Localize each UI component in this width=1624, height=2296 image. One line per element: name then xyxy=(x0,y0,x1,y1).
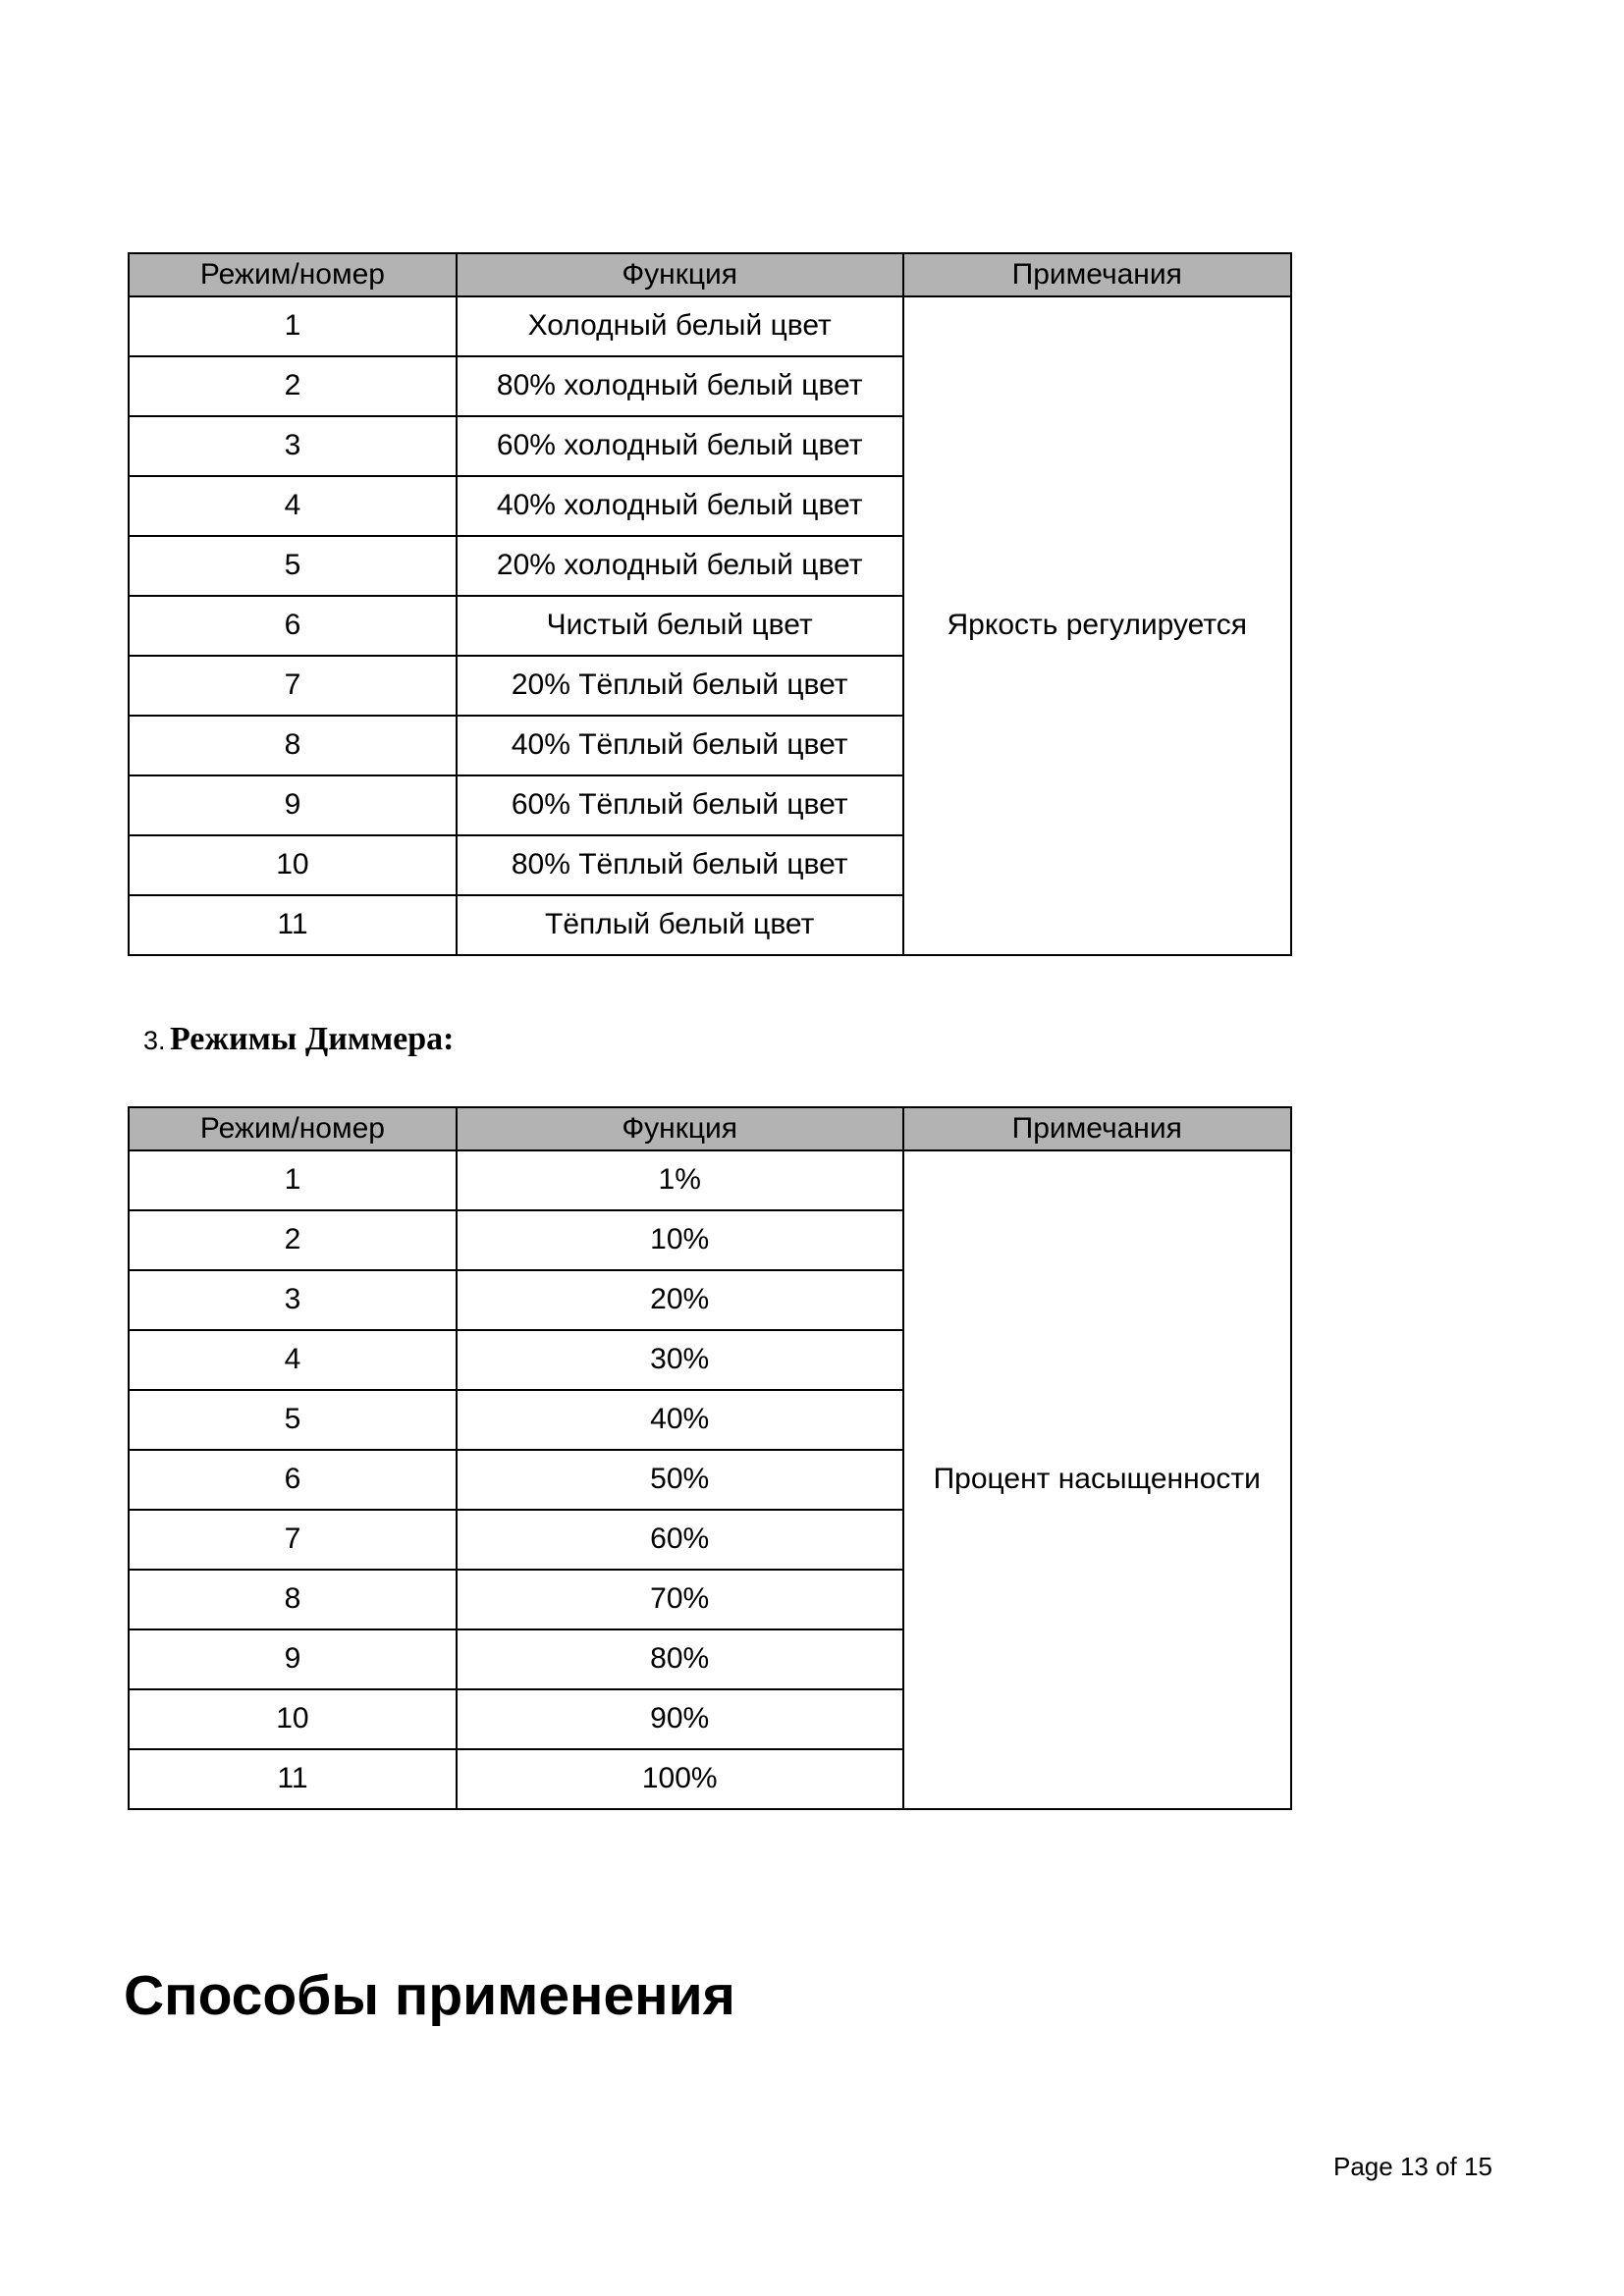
function-cell: 50% xyxy=(457,1450,903,1510)
mode-cell: 8 xyxy=(129,1570,457,1629)
function-cell: 80% xyxy=(457,1629,903,1689)
section-number: 3. xyxy=(143,1026,166,1055)
mode-cell: 4 xyxy=(129,476,457,536)
table-row xyxy=(129,296,1291,356)
page-number-label: Page 13 of 15 xyxy=(1333,2152,1492,2181)
section-heading xyxy=(143,1021,454,1058)
mode-cell: 4 xyxy=(129,1330,457,1390)
function-cell: 20% холодный белый цвет xyxy=(457,536,903,596)
mode-cell: 5 xyxy=(129,1390,457,1450)
function-cell: Тёплый белый цвет xyxy=(457,895,903,955)
notes-merged-cell: Яркость регулируется xyxy=(903,296,1291,955)
table-header-row xyxy=(129,1107,1291,1150)
function-cell: 20% Тёплый белый цвет xyxy=(457,656,903,716)
header-mode-number: Режим/номер xyxy=(129,1107,457,1150)
mode-cell: 3 xyxy=(129,416,457,476)
mode-cell: 1 xyxy=(129,296,457,356)
mode-cell: 8 xyxy=(129,716,457,775)
mode-cell: 11 xyxy=(129,1749,457,1809)
table-header-row xyxy=(129,253,1291,296)
header-function: Функция xyxy=(457,253,903,296)
mode-cell: 6 xyxy=(129,1450,457,1510)
header-function: Функция xyxy=(457,1107,903,1150)
function-cell: 30% xyxy=(457,1330,903,1390)
mode-cell: 9 xyxy=(129,1629,457,1689)
function-cell: 100% xyxy=(457,1749,903,1809)
mode-cell: 10 xyxy=(129,1689,457,1749)
function-cell: Холодный белый цвет xyxy=(457,296,903,356)
mode-cell: 5 xyxy=(129,536,457,596)
function-cell: 60% Тёплый белый цвет xyxy=(457,775,903,835)
function-cell: 40% холодный белый цвет xyxy=(457,476,903,536)
function-cell: 70% xyxy=(457,1570,903,1629)
header-notes: Примечания xyxy=(903,1107,1291,1150)
function-cell: 40% Тёплый белый цвет xyxy=(457,716,903,775)
function-cell: 90% xyxy=(457,1689,903,1749)
mode-cell: 2 xyxy=(129,1210,457,1270)
function-cell: 60% xyxy=(457,1510,903,1570)
mode-cell: 7 xyxy=(129,656,457,716)
mode-cell: 2 xyxy=(129,356,457,416)
function-cell: 20% xyxy=(457,1270,903,1330)
function-cell: 60% холодный белый цвет xyxy=(457,416,903,476)
function-cell: 80% Тёплый белый цвет xyxy=(457,835,903,895)
header-mode-number: Режим/номер xyxy=(129,253,457,296)
notes-merged-cell: Процент насыщенности xyxy=(903,1150,1291,1809)
function-cell: 40% xyxy=(457,1390,903,1450)
section-title: Режимы Диммера: xyxy=(169,1021,455,1057)
function-cell: 10% xyxy=(457,1210,903,1270)
mode-cell: 9 xyxy=(129,775,457,835)
header-notes: Примечания xyxy=(903,253,1291,296)
mode-cell: 1 xyxy=(129,1150,457,1210)
dimmer-modes-table xyxy=(128,1106,1292,1810)
white-modes-table xyxy=(128,252,1292,956)
function-cell: 1% xyxy=(457,1150,903,1210)
table-row xyxy=(129,1150,1291,1210)
function-cell: 80% холодный белый цвет xyxy=(457,356,903,416)
function-cell: Чистый белый цвет xyxy=(457,596,903,656)
mode-cell: 7 xyxy=(129,1510,457,1570)
mode-cell: 10 xyxy=(129,835,457,895)
page-title: Способы применения xyxy=(124,1964,735,2028)
mode-cell: 11 xyxy=(129,895,457,955)
mode-cell: 3 xyxy=(129,1270,457,1330)
mode-cell: 6 xyxy=(129,596,457,656)
